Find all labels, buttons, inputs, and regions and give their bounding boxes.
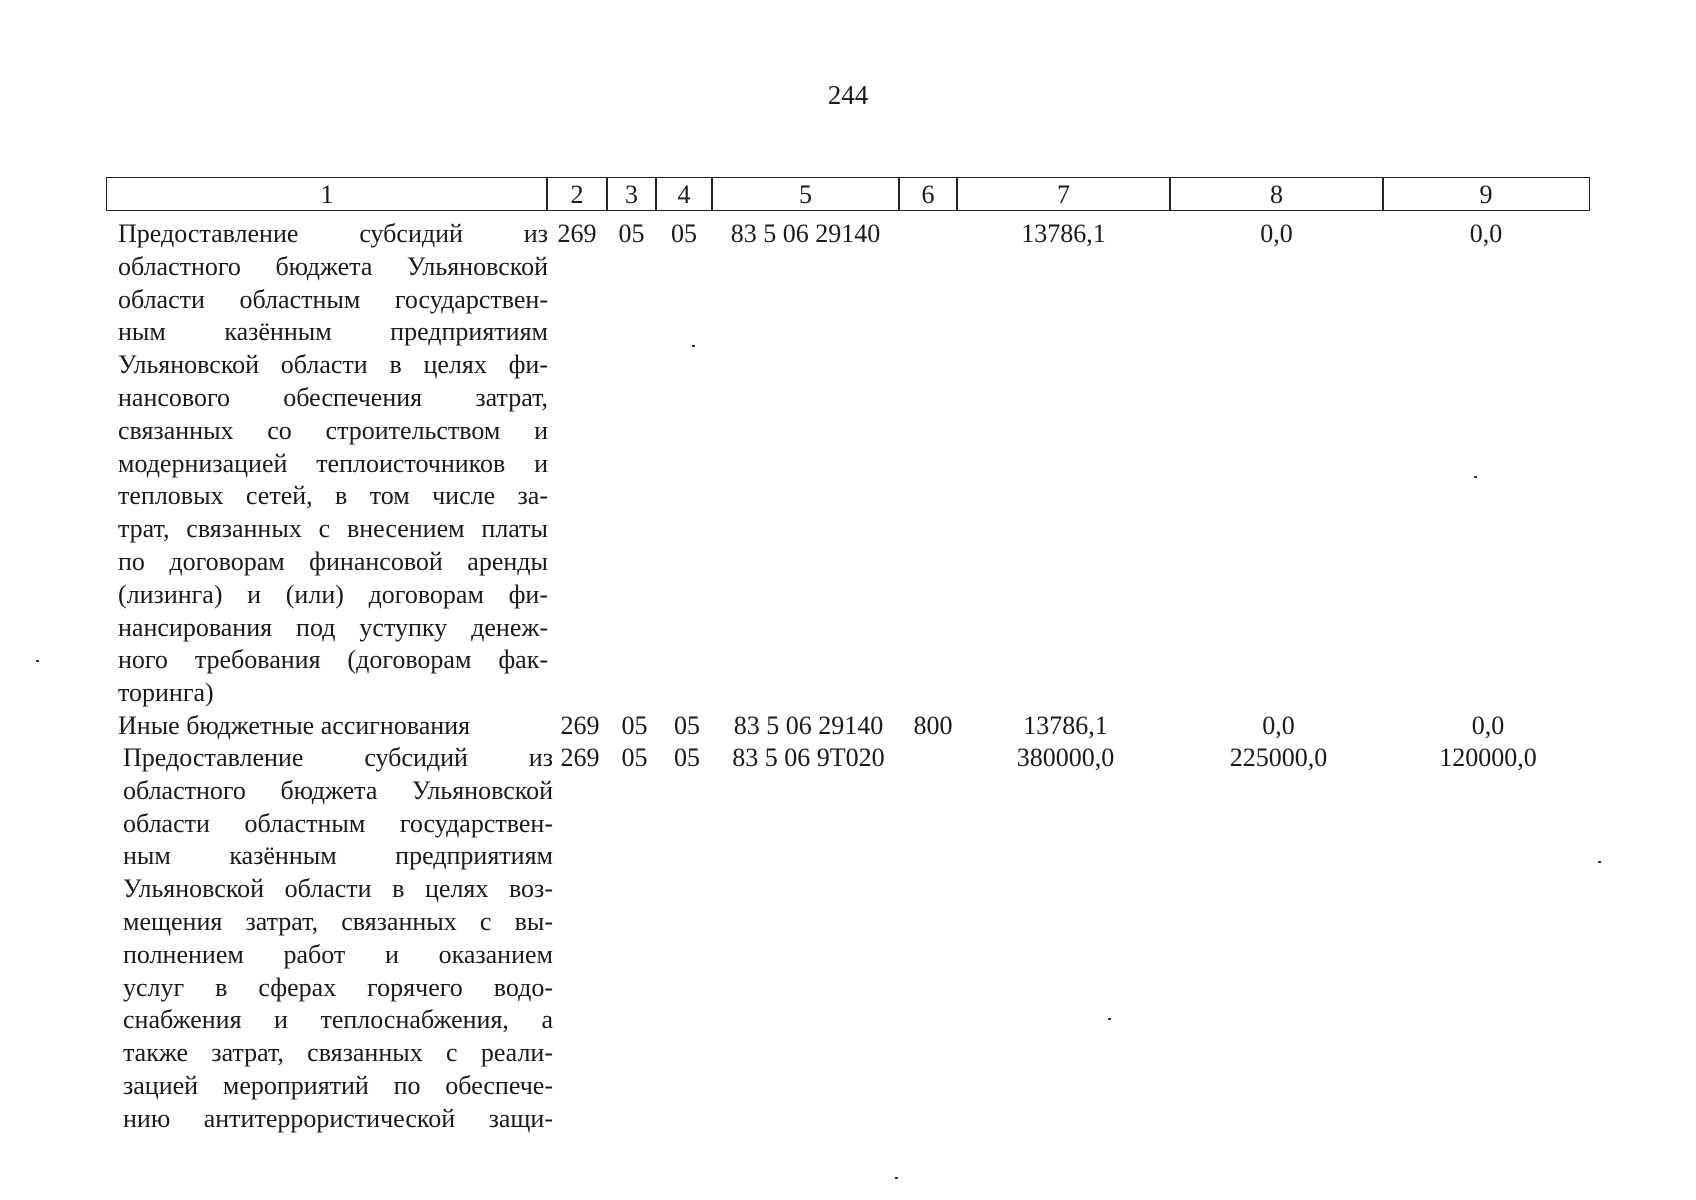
row-col-7: 13786,1 — [1023, 711, 1108, 740]
row-col-5: 83 5 06 29140 — [730, 219, 881, 248]
scan-speck — [36, 660, 39, 662]
header-col-9: 9 — [1382, 177, 1590, 211]
header-col-7: 7 — [956, 177, 1171, 211]
row-col-9: 120000,0 — [1439, 743, 1537, 772]
header-col-3: 3 — [606, 177, 657, 211]
row-col-4: 05 — [674, 743, 700, 772]
page-number: 244 — [827, 80, 869, 110]
row-col-2: 269 — [560, 743, 600, 772]
row-col-4: 05 — [671, 219, 697, 248]
header-col-6: 6 — [898, 177, 958, 211]
header-col-8: 8 — [1169, 177, 1384, 211]
row-col-4: 05 — [674, 711, 700, 740]
scan-speck — [1598, 861, 1601, 863]
row-col-2: 269 — [560, 711, 600, 740]
scan-speck — [692, 345, 695, 347]
scan-speck — [1108, 1018, 1111, 1020]
header-col-4: 4 — [655, 177, 713, 211]
row-col-8: 0,0 — [1262, 711, 1295, 740]
header-col-2: 2 — [546, 177, 608, 211]
header-col-1: 1 — [106, 177, 548, 211]
row-col-6: 800 — [913, 711, 953, 740]
row-name-cell: Предоставление субсидий из областного бюджета Ульяновской области областным государствен- ным казённым предприятиям Ульяновской области в целях фи- нансового обеспечения затрат, связанных со строительством и модернизацией теплоисточников и тепловых сетей, в том числе за- трат, связанных с внесением платы по договорам финансовой аренды (лизинга) и (или) договорам фи- нансирования под уступку денеж- ного требования (договорам фак- торинга) — [118, 219, 548, 708]
row-col-8: 225000,0 — [1229, 743, 1328, 772]
row-col-3: 05 — [621, 711, 648, 740]
row-col-7: 13786,1 — [1021, 219, 1106, 248]
row-col-2: 269 — [557, 219, 597, 248]
row-col-7: 380000,0 — [1016, 743, 1115, 772]
row-col-9: 0,0 — [1471, 711, 1505, 740]
header-col-5: 5 — [711, 177, 900, 211]
row-name-cell: Предоставление субсидий из областного бюджета Ульяновской области областным государствен- ным казённым предприятиям Ульяновской области в целях воз- мещения затрат, связанных с вы- полнением работ и оказанием услуг в сферах горячего водо- снабжения и теплоснабжения, а также затрат, связанных с реали- зацией мероприятий по обеспече- нию антитеррористической защи- — [123, 743, 553, 1133]
row-name-cell: Иные бюджетные ассигнования — [118, 711, 471, 740]
row-col-8: 0,0 — [1260, 219, 1293, 248]
row-col-9: 0,0 — [1469, 219, 1503, 248]
row-col-3: 05 — [618, 219, 645, 248]
scan-speck — [895, 1177, 898, 1179]
row-col-3: 05 — [621, 743, 648, 772]
row-col-5: 83 5 06 9Т020 — [732, 743, 885, 772]
scan-speck — [1474, 476, 1477, 478]
row-col-5: 83 5 06 29140 — [733, 711, 884, 740]
